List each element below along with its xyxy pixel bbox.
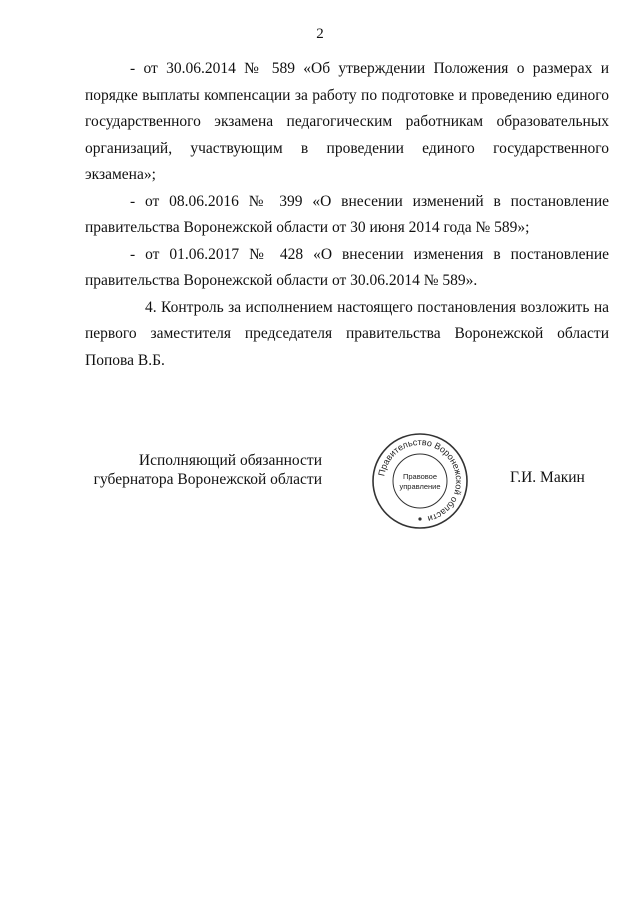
document-body <box>85 56 609 374</box>
stamp-center-line1: Правовое <box>402 472 438 481</box>
stamp-center-line2: управление <box>399 482 441 491</box>
signatory-title-line2: губернатора Воронежской области <box>93 471 322 488</box>
list-item-resolution-428: - от 01.06.2017 № 428 «О внесении изменения в постановление правительства Воронежской области от 30.06.2014 № 589». <box>85 245 609 289</box>
stamp-dot-icon <box>418 517 421 520</box>
control-clause-paragraph: 4. Контроль за исполнением настоящего постановления возложить на первого заместителя председателя правительства Воронежской области Попова В.Б. <box>85 298 609 369</box>
signatory-name: Г.И. Макин <box>510 469 585 486</box>
official-stamp <box>370 431 470 531</box>
list-item-resolution-589: - от 30.06.2014 № 589 «Об утверждении Положения о размерах и порядке выплаты компенсации за работу по подготовке и проведению единого государственного экзамена педагогическим работникам образовательных организаций, участвующим в проведении единого государственного экзамена»; <box>85 60 609 183</box>
page-number: 2 <box>316 26 324 42</box>
stamp-ring-text: Правительство Воронежской области <box>376 436 465 525</box>
signatory-title <box>86 451 322 489</box>
signatory-title-line1: Исполняющий обязанности <box>138 452 322 469</box>
list-item-resolution-399: - от 08.06.2016 № 399 «О внесении изменений в постановление правительства Воронежской области от 30 июня 2014 года № 589»; <box>85 192 609 236</box>
